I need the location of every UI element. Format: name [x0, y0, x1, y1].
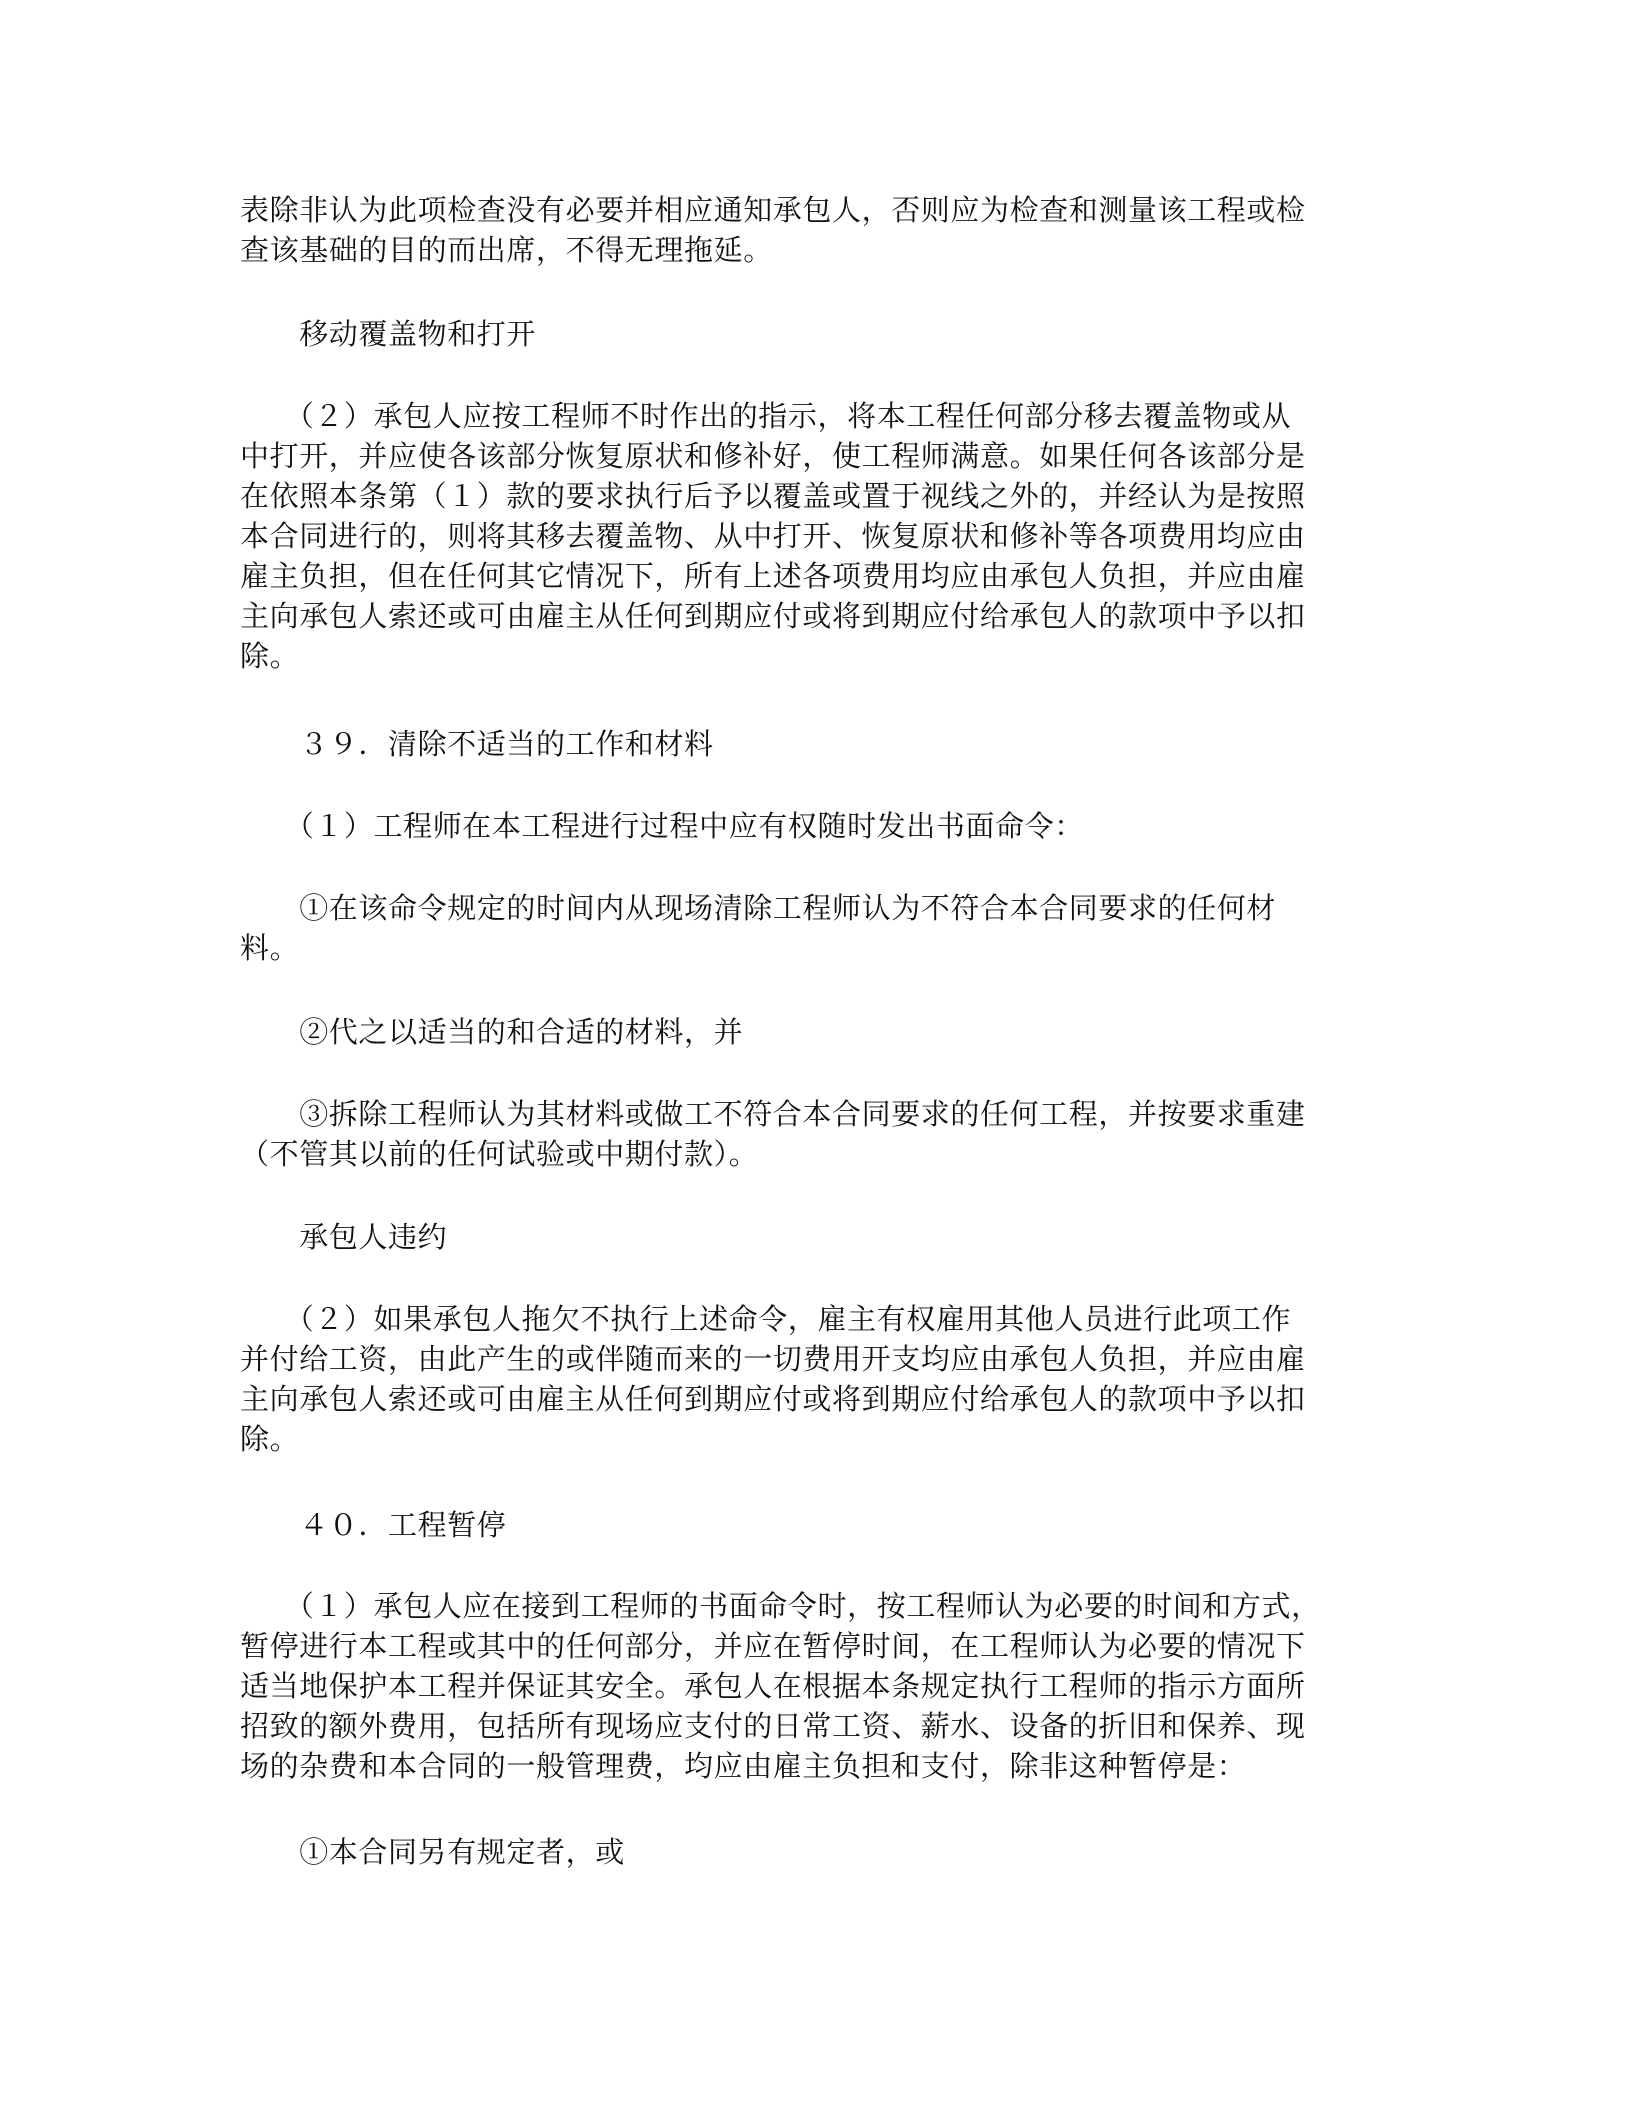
text-line: 场的杂费和本合同的一般管理费，均应由雇主负担和支付，除非这种暂停是：: [240, 1749, 1247, 1783]
text-line: 中打开，并应使各该部分恢复原状和修补好，使工程师满意。如果任何各该部分是: [240, 439, 1306, 473]
paragraph-item-1-remove-materials: [240, 888, 1390, 968]
text-line: 本合同进行的，则将其移去覆盖物、从中打开、恢复原状和修补等各项费用均应由: [240, 519, 1306, 553]
text-line: 并付给工资，由此产生的或伴随而来的一切费用开支均应由承包人负担，并应由雇: [240, 1342, 1306, 1376]
text-line: 表除非认为此项检查没有必要并相应通知承包人，否则应为检查和测量该工程或检: [240, 193, 1306, 227]
text-line: 主向承包人索还或可由雇主从任何到期应付或将到期应付给承包人的款项中予以扣: [240, 599, 1306, 633]
text-line: ②代之以适当的和合适的材料，并: [240, 1015, 744, 1049]
text-line: （２）如果承包人拖欠不执行上述命令，雇主有权雇用其他人员进行此项工作: [240, 1302, 1292, 1336]
text-line: 移动覆盖物和打开: [240, 317, 537, 351]
heading-clause-39: [240, 724, 1390, 764]
heading-uncovering-and-opening: [240, 314, 1390, 354]
text-line: 主向承包人索还或可由雇主从任何到期应付或将到期应付给承包人的款项中予以扣: [240, 1382, 1306, 1416]
text-line: ③拆除工程师认为其材料或做工不符合本合同要求的任何工程，并按要求重建: [240, 1097, 1306, 1131]
text-line: 适当地保护本工程并保证其安全。承包人在根据本条规定执行工程师的指示方面所: [240, 1669, 1306, 1703]
text-line: ３９．清除不适当的工作和材料: [240, 727, 714, 761]
text-line: 承包人违约: [240, 1220, 448, 1254]
paragraph-inspection-attendance: [240, 190, 1390, 270]
text-line: 除。: [240, 639, 300, 673]
text-line: 雇主负担，但在任何其它情况下，所有上述各项费用均应由承包人负担，并应由雇: [240, 559, 1306, 593]
paragraph-clause-40-item-1: [240, 1832, 1390, 1872]
text-line: 除。: [240, 1422, 300, 1456]
heading-contractor-default: [240, 1217, 1390, 1257]
text-line: 在依照本条第（１）款的要求执行后予以覆盖或置于视线之外的，并经认为是按照: [240, 479, 1306, 513]
text-line: （１）承包人应在接到工程师的书面命令时，按工程师认为必要的时间和方式，: [240, 1589, 1321, 1623]
text-line: 查该基础的目的而出席，不得无理拖延。: [240, 233, 773, 267]
paragraph-clause-39-1: [240, 806, 1390, 846]
paragraph-clause-40-1: [240, 1586, 1390, 1786]
paragraph-clause-2-uncovering: [240, 396, 1390, 676]
heading-clause-40: [240, 1505, 1390, 1545]
text-line: ①在该命令规定的时间内从现场清除工程师认为不符合本合同要求的任何材: [240, 891, 1277, 925]
paragraph-clause-39-2: [240, 1299, 1390, 1459]
text-line: 招致的额外费用，包括所有现场应支付的日常工资、薪水、设备的折旧和保养、现: [240, 1709, 1306, 1743]
text-line: 暂停进行本工程或其中的任何部分，并应在暂停时间，在工程师认为必要的情况下: [240, 1629, 1306, 1663]
text-line: （２）承包人应按工程师不时作出的指示，将本工程任何部分移去覆盖物或从: [240, 399, 1292, 433]
text-line: 料。: [240, 931, 300, 965]
paragraph-item-2-substitute: [240, 1012, 1390, 1052]
text-line: ①本合同另有规定者，或: [240, 1835, 625, 1869]
text-line: ４０．工程暂停: [240, 1508, 507, 1542]
text-line: （１）工程师在本工程进行过程中应有权随时发出书面命令：: [240, 809, 1084, 843]
text-line: （不管其以前的任何试验或中期付款）。: [240, 1137, 759, 1171]
paragraph-item-3-demolish: [240, 1094, 1390, 1174]
